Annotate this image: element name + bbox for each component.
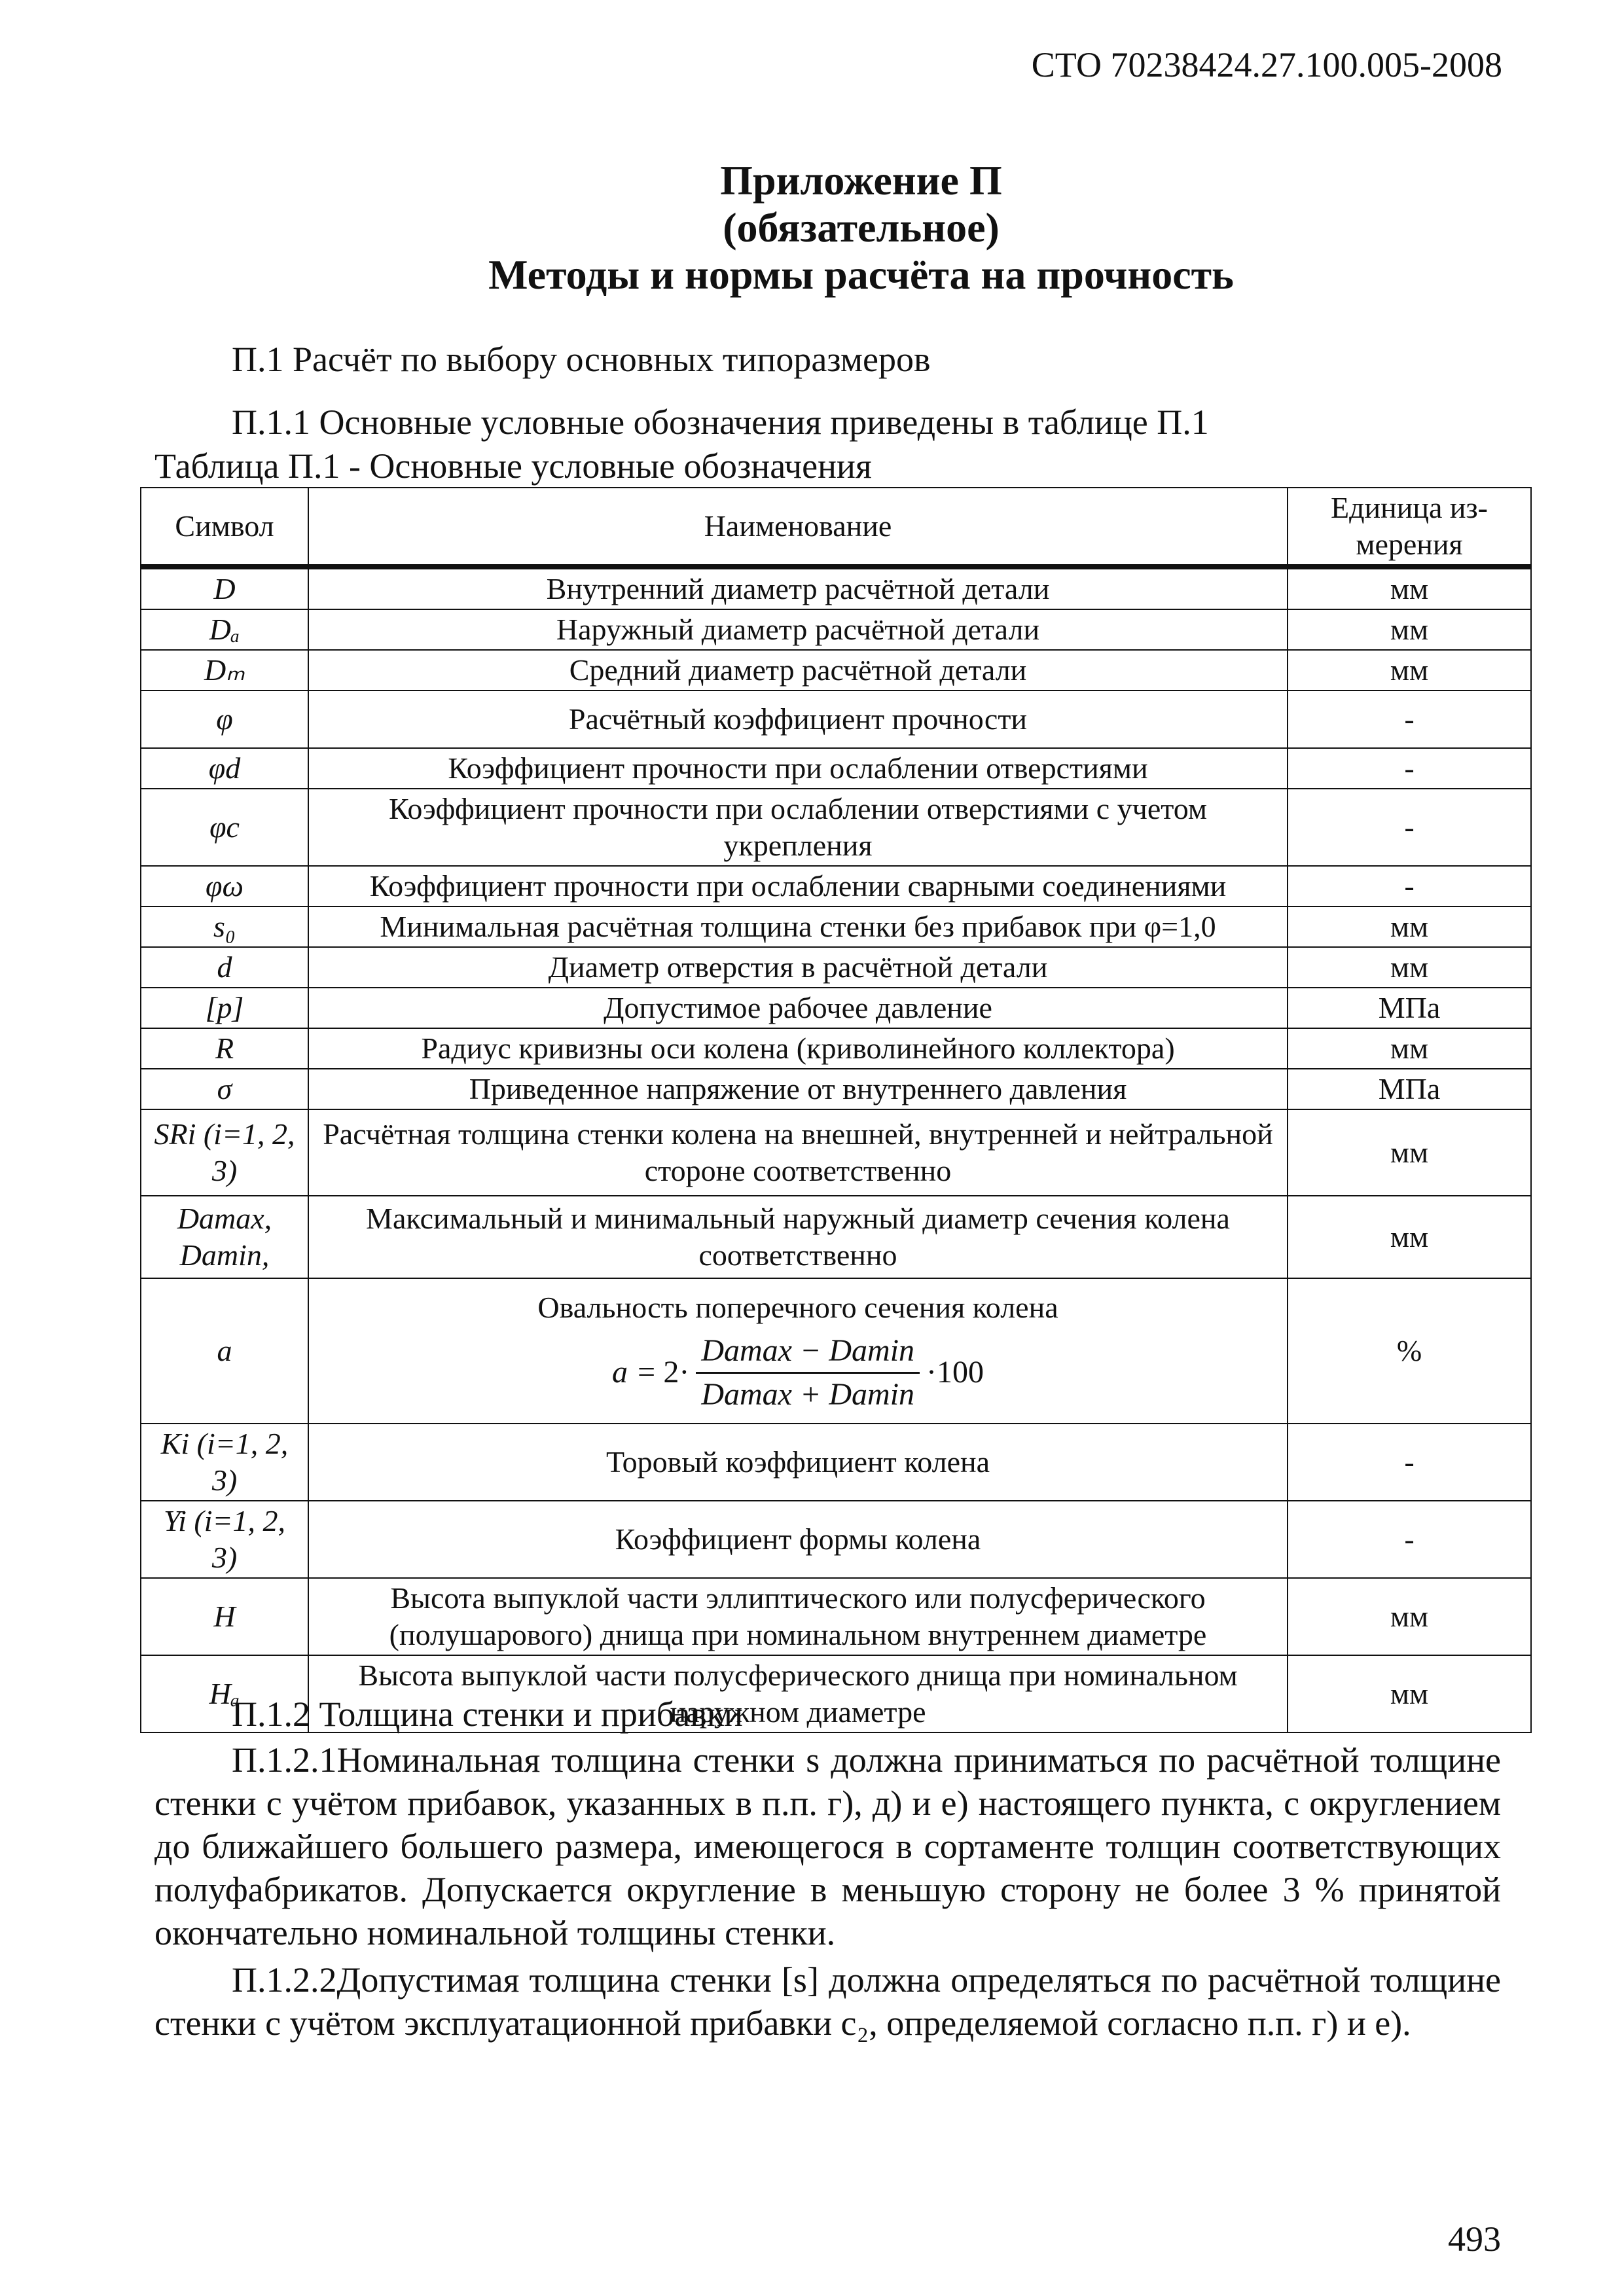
section-p1-2-2: П.1.2.2Допустимая толщина стенки [s] должна определяться по расчётной толщине стенки с учётом эксплуатационной прибавки c₂, определяемой согласно п.п. г) и е). [154, 1960, 1501, 2043]
row-unit: % [1288, 1278, 1531, 1424]
formula-fraction [696, 1333, 920, 1413]
row-name: Расчётный коэффициент прочности [308, 691, 1288, 748]
document-code: СТО 70238424.27.100.005-2008 [1031, 45, 1502, 84]
table-row [141, 866, 1531, 906]
row-symbol: σ [141, 1069, 308, 1109]
row-unit: мм [1288, 1109, 1531, 1196]
section-p1: П.1 Расчёт по выбору основных типоразмеров [232, 340, 931, 379]
row-unit: мм [1288, 1578, 1531, 1655]
row-name: Высота выпуклой части полусферического днища при номинальном наружном диаметре [308, 1655, 1288, 1732]
table-row [141, 1109, 1531, 1196]
table-row [141, 567, 1531, 609]
row-symbol: [p] [141, 988, 308, 1028]
row-symbol: a [141, 1278, 308, 1424]
row-name: Расчётная толщина стенки колена на внешней, внутренней и нейтральной стороне соответственно [308, 1109, 1288, 1196]
symbols-table [140, 487, 1532, 1733]
formula-lhs: a = [611, 1355, 657, 1390]
header-unit: Единица из-мерения [1288, 488, 1531, 567]
row-symbol: Yi (i=1, 2, 3) [141, 1501, 308, 1578]
row-unit: мм [1288, 1028, 1531, 1069]
section-p1-2-1: П.1.2.1Номинальная толщина стенки s должна приниматься по расчётной толщине стенки с учётом прибавок, указанных в п.п. г), д) и е) настоящего пункта, с округлением до ближайшего большего размера, имеющегося в сортаменте толщин соответствующих полуфабрикатов. Допускается округление в меньшую сторону не более 3 % принятой окончательно номинальной толщины стенки. [154, 1740, 1501, 1952]
row-name: Наружный диаметр расчётной детали [308, 609, 1288, 650]
formula-numerator: Damax − Damin [696, 1333, 920, 1374]
row-symbol: Ki (i=1, 2, 3) [141, 1424, 308, 1501]
row-unit: мм [1288, 906, 1531, 947]
table-row [141, 1196, 1531, 1278]
row-unit: - [1288, 691, 1531, 748]
row-name: Коэффициент прочности при ослаблении отверстиями с учетом укрепления [308, 789, 1288, 866]
formula-factor: ·100 [926, 1355, 984, 1390]
table-header-row [141, 488, 1531, 567]
row-unit: мм [1288, 650, 1531, 691]
appendix-title-block [0, 157, 1624, 298]
row-name: Коэффициент формы колена [308, 1501, 1288, 1578]
table-row [141, 988, 1531, 1028]
row-name: Внутренний диаметр расчётной детали [308, 567, 1288, 609]
row-symbol: φ [141, 691, 308, 748]
section-p1-1: П.1.1 Основные условные обозначения приведены в таблице П.1 [232, 403, 1209, 442]
row-symbol: Hₐ [141, 1655, 308, 1732]
row-name: Максимальный и минимальный наружный диаметр сечения колена соответственно [308, 1196, 1288, 1278]
row-symbol: d [141, 947, 308, 988]
table-row [141, 748, 1531, 789]
row-unit: - [1288, 1501, 1531, 1578]
row-unit: - [1288, 866, 1531, 906]
appendix-subject: Методы и нормы расчёта на прочность [488, 251, 1234, 298]
table-row [141, 789, 1531, 866]
formula-denominator: Damax + Damin [701, 1376, 915, 1412]
row-unit: мм [1288, 1655, 1531, 1732]
row-name: Коэффициент прочности при ослаблении сварными соединениями [308, 866, 1288, 906]
row-symbol: D [141, 567, 308, 609]
row-symbol: φc [141, 789, 308, 866]
row-symbol: φω [141, 866, 308, 906]
table-row [141, 1028, 1531, 1069]
row-name: Радиус кривизны оси колена (криволинейного коллектора) [308, 1028, 1288, 1069]
row-symbol: R [141, 1028, 308, 1069]
table-row [141, 1501, 1531, 1578]
row-unit: - [1288, 789, 1531, 866]
row-name: Минимальная расчётная толщина стенки без прибавок при φ=1,0 [308, 906, 1288, 947]
table-row [141, 609, 1531, 650]
row-unit: - [1288, 748, 1531, 789]
table-row [141, 947, 1531, 988]
appendix-title: Приложение П [720, 157, 1002, 204]
table-row [141, 1578, 1531, 1655]
row-symbol: φd [141, 748, 308, 789]
formula-coefficient: 2· [663, 1355, 690, 1390]
table-row [141, 1424, 1531, 1501]
page-number: 493 [1448, 2219, 1501, 2259]
row-name: Приведенное напряжение от внутреннего давления [308, 1069, 1288, 1109]
table-row [141, 650, 1531, 691]
row-unit: мм [1288, 567, 1531, 609]
row-unit: мм [1288, 609, 1531, 650]
appendix-status: (обязательное) [723, 204, 1000, 251]
ovality-formula [612, 1333, 984, 1413]
row-unit: мм [1288, 1196, 1531, 1278]
row-symbol: Dₘ [141, 650, 308, 691]
row-symbol: s₀ [141, 906, 308, 947]
row-symbol: SRi (i=1, 2, 3) [141, 1109, 308, 1196]
row-name: Диаметр отверстия в расчётной детали [308, 947, 1288, 988]
row-name-with-formula [308, 1278, 1288, 1424]
row-name: Овальность поперечного сечения колена [537, 1290, 1058, 1324]
row-unit: МПа [1288, 1069, 1531, 1109]
row-name: Допустимое рабочее давление [308, 988, 1288, 1028]
table-row [141, 1278, 1531, 1424]
section-p1-2: П.1.2 Толщина стенки и прибавки [232, 1695, 743, 1734]
header-name: Наименование [308, 488, 1288, 567]
row-unit: МПа [1288, 988, 1531, 1028]
row-name: Высота выпуклой части эллиптического или полусферического (полушарового) днища при номинальном внутреннем диаметре [308, 1578, 1288, 1655]
row-symbol: H [141, 1578, 308, 1655]
table-row [141, 691, 1531, 748]
row-name: Торовый коэффициент колена [308, 1424, 1288, 1501]
row-unit: мм [1288, 947, 1531, 988]
row-symbol: Dₐ [141, 609, 308, 650]
row-unit: - [1288, 1424, 1531, 1501]
row-name: Средний диаметр расчётной детали [308, 650, 1288, 691]
row-name: Коэффициент прочности при ослаблении отверстиями [308, 748, 1288, 789]
header-symbol: Символ [141, 488, 308, 567]
table-caption: Таблица П.1 - Основные условные обозначения [154, 446, 872, 486]
table-row [141, 1069, 1531, 1109]
table-row [141, 906, 1531, 947]
row-symbol: Damax, Damin, [141, 1196, 308, 1278]
